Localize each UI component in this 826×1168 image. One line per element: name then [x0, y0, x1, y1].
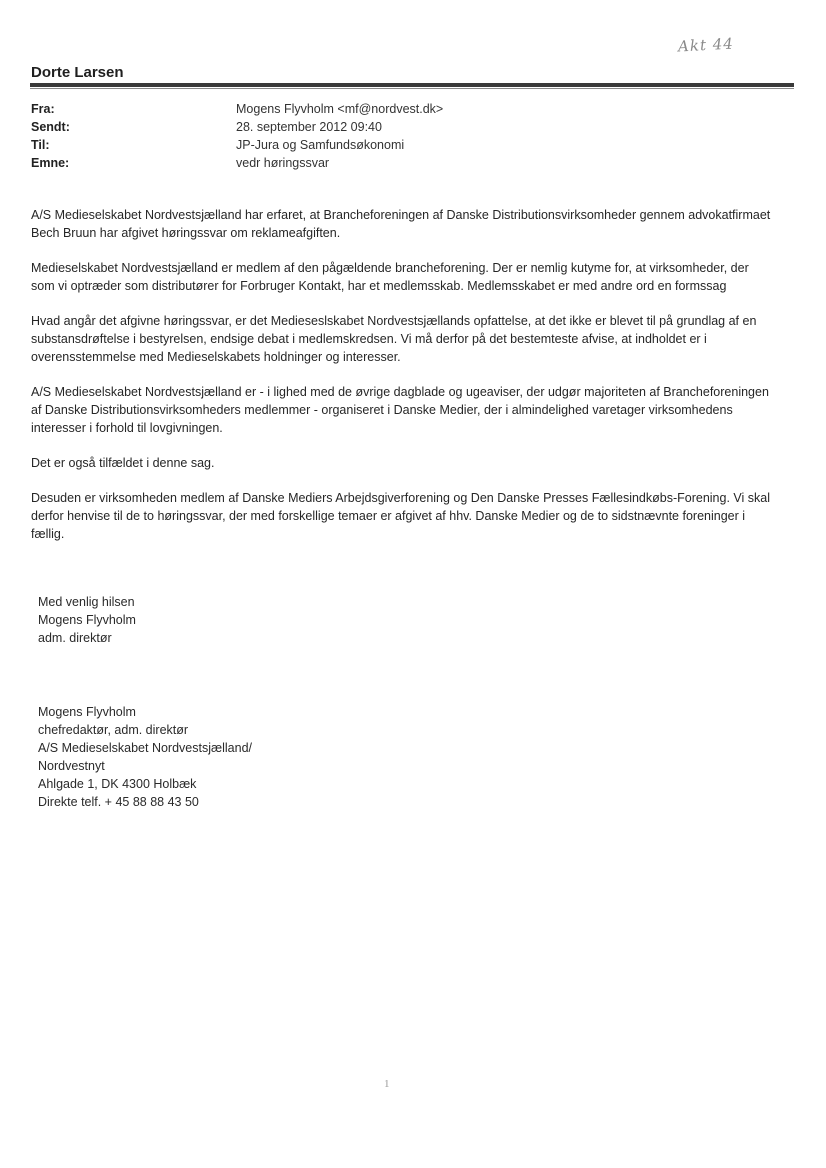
closing-line: Mogens Flyvholm: [38, 613, 136, 627]
signature-line: A/S Medieselskabet Nordvestsjælland/: [38, 741, 252, 755]
header-divider: [30, 83, 794, 87]
email-header-fields: [31, 100, 771, 172]
signature-line: Ahlgade 1, DK 4300 Holbæk: [38, 777, 197, 791]
field-to: [31, 136, 771, 154]
sender-name: Dorte Larsen: [31, 64, 124, 81]
field-subject: [31, 154, 771, 172]
closing-block: [38, 593, 136, 647]
body-paragraph: Det er også tilfældet i denne sag.: [31, 456, 215, 470]
field-label: Fra:: [31, 102, 55, 116]
signature-line: Nordvestnyt: [38, 759, 105, 773]
field-value: vedr høringssvar: [236, 156, 330, 170]
field-from: [31, 100, 771, 118]
body-paragraph: A/S Medieselskabet Nordvestsjælland har erfaret, at Brancheforeningen af Danske Distributionsvirksomheder gennem advokatfirmaet Bech Bruun har afgivet høringssvar om reklameafgiften.: [31, 208, 771, 240]
signature-line: Direkte telf. + 45 88 88 43 50: [38, 795, 199, 809]
signature-line: Mogens Flyvholm: [38, 705, 136, 719]
field-value: Mogens Flyvholm <mf@nordvest.dk>: [236, 102, 444, 116]
closing-line: Med venlig hilsen: [38, 595, 135, 609]
page-number: 1: [384, 1078, 390, 1090]
closing-line: adm. direktør: [38, 631, 112, 645]
field-label: Emne:: [31, 156, 70, 170]
field-value: JP-Jura og Samfundsøkonomi: [236, 138, 405, 152]
field-value: 28. september 2012 09:40: [236, 120, 382, 134]
body-paragraph: Hvad angår det afgivne høringssvar, er det Medieseslskabet Nordvestsjællands opfattelse, at det ikke er blevet til på grundlag af en substansdrøftelse i bestyrelsen, endsige debat i medlemskredsen. Vi må derfor på det bestemteste afvise, at indholdet er i overensstemmelse med Medieselskabets holdninger og interesser.: [31, 314, 757, 364]
body-paragraph: Medieselskabet Nordvestsjælland er medlem af den pågældende brancheforening. Der er nemlig kutyme for, at virksomheder, der som vi optræder som distributører for Forbruger Kontakt, har et medlemsskab. Medlemsskabet er med andre ord en formssag: [31, 261, 749, 293]
email-body: [31, 206, 771, 560]
body-paragraph: Desuden er virksomheden medlem af Danske Mediers Arbejdsgiverforening og Den Danske Presses Fællesindkøbs-Forening. Vi skal derfor henvise til de to høringssvar, der med forskellige temaer er afgivet af hhv. Danske Medier og de to sidstnævnte foreninger i fællig.: [31, 491, 771, 541]
body-paragraph: A/S Medieselskabet Nordvestsjælland er - i lighed med de øvrige dagblade og ugeaviser, der udgør majoriteten af Brancheforeningen af Danske Distributionsvirksomheders medlemmer - organiseret i Danske Medier, der i almindelighed varetager virksomhedens interesser i forhold til lovgivningen.: [31, 385, 769, 435]
signature-line: chefredaktør, adm. direktør: [38, 723, 189, 737]
signature-block: [38, 703, 252, 811]
field-label: Til:: [31, 138, 50, 152]
field-sent: [31, 118, 771, 136]
field-label: Sendt:: [31, 120, 70, 134]
header-divider-thin: [30, 88, 794, 89]
handwritten-annotation: Akt 44: [677, 34, 735, 56]
